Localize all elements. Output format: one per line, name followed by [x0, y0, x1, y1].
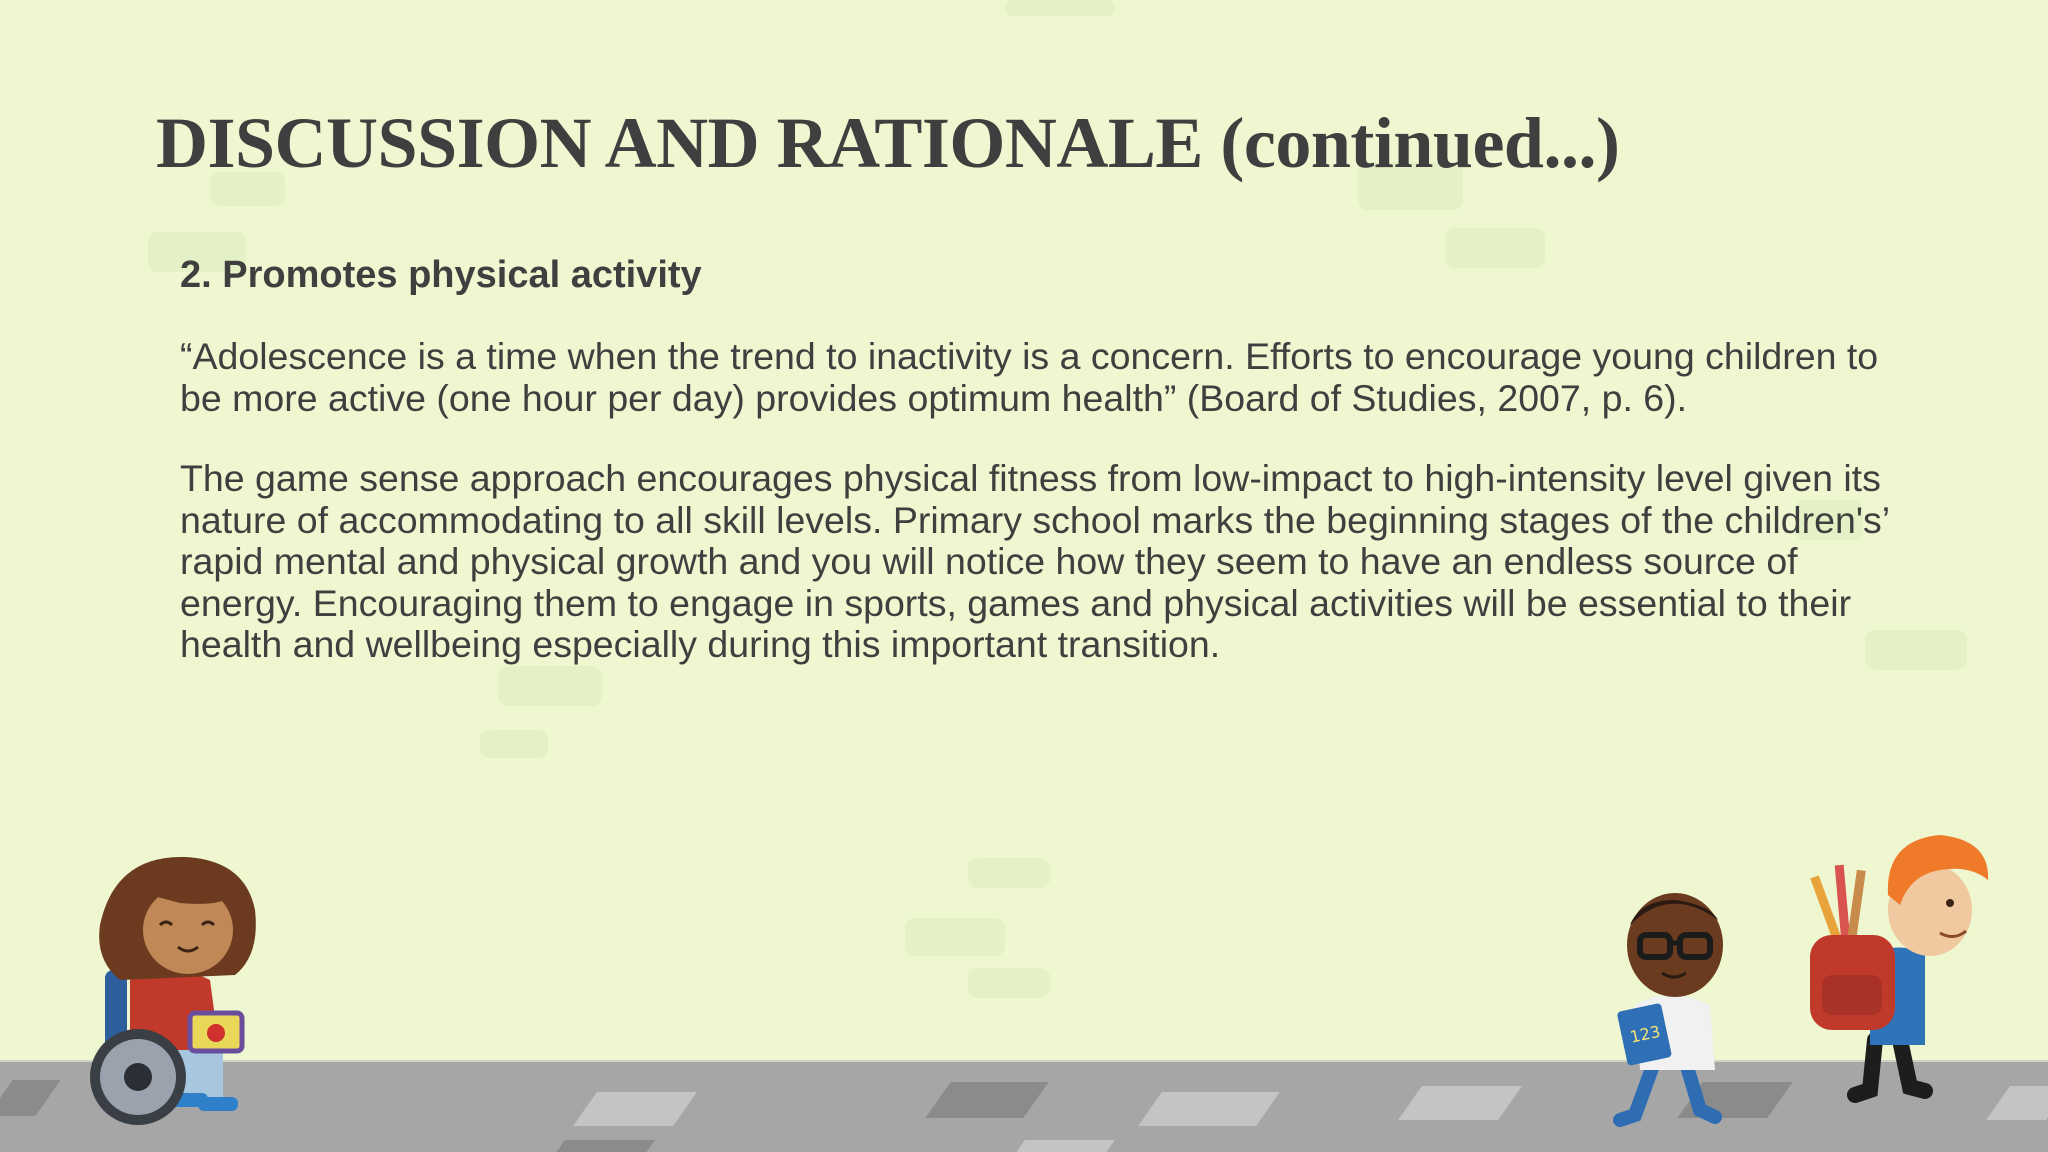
background-mark — [1445, 228, 1545, 268]
background-mark — [968, 858, 1050, 888]
pavement-tile — [1138, 1092, 1280, 1126]
boy-with-glasses-and-book-illustration — [1600, 885, 1765, 1135]
book-label: 123 — [1628, 1021, 1663, 1047]
background-mark — [968, 968, 1050, 998]
pavement-tile — [925, 1082, 1048, 1118]
pavement-tile — [1398, 1086, 1522, 1120]
background-mark — [498, 666, 602, 706]
pavement-tile — [573, 1092, 697, 1126]
background-mark — [480, 730, 548, 758]
slide-title: DISCUSSION AND RATIONALE (continued...) — [156, 103, 1620, 183]
pavement-tile — [555, 1140, 655, 1152]
quote-paragraph: “Adolescence is a time when the trend to inactivity is a concern. Efforts to encourage young children to be more active (one hour per day) provides optimum health” (Board of Studies, 2007, p. 6). — [180, 335, 1879, 419]
girl-in-wheelchair-illustration — [60, 845, 320, 1135]
pavement-tile — [0, 1080, 61, 1116]
background-mark — [905, 918, 1005, 956]
background-mark — [1005, 0, 1115, 16]
pavement-tile — [1015, 1140, 1115, 1152]
boy-with-backpack-illustration — [1800, 825, 2000, 1115]
body-paragraph: The game sense approach encourages physical fitness from low-impact to high-intensity level given its nature of accommodating to all skill levels. Primary school marks the beginning stages of the children's’ rapid mental and physical growth and you will notice how they seem to have an endless source of energy. Encouraging them to engage in sports, games and physical activities will be essential to their health and wellbeing especially during this important transition. — [180, 457, 1889, 665]
section-heading: 2. Promotes physical activity — [180, 254, 702, 296]
